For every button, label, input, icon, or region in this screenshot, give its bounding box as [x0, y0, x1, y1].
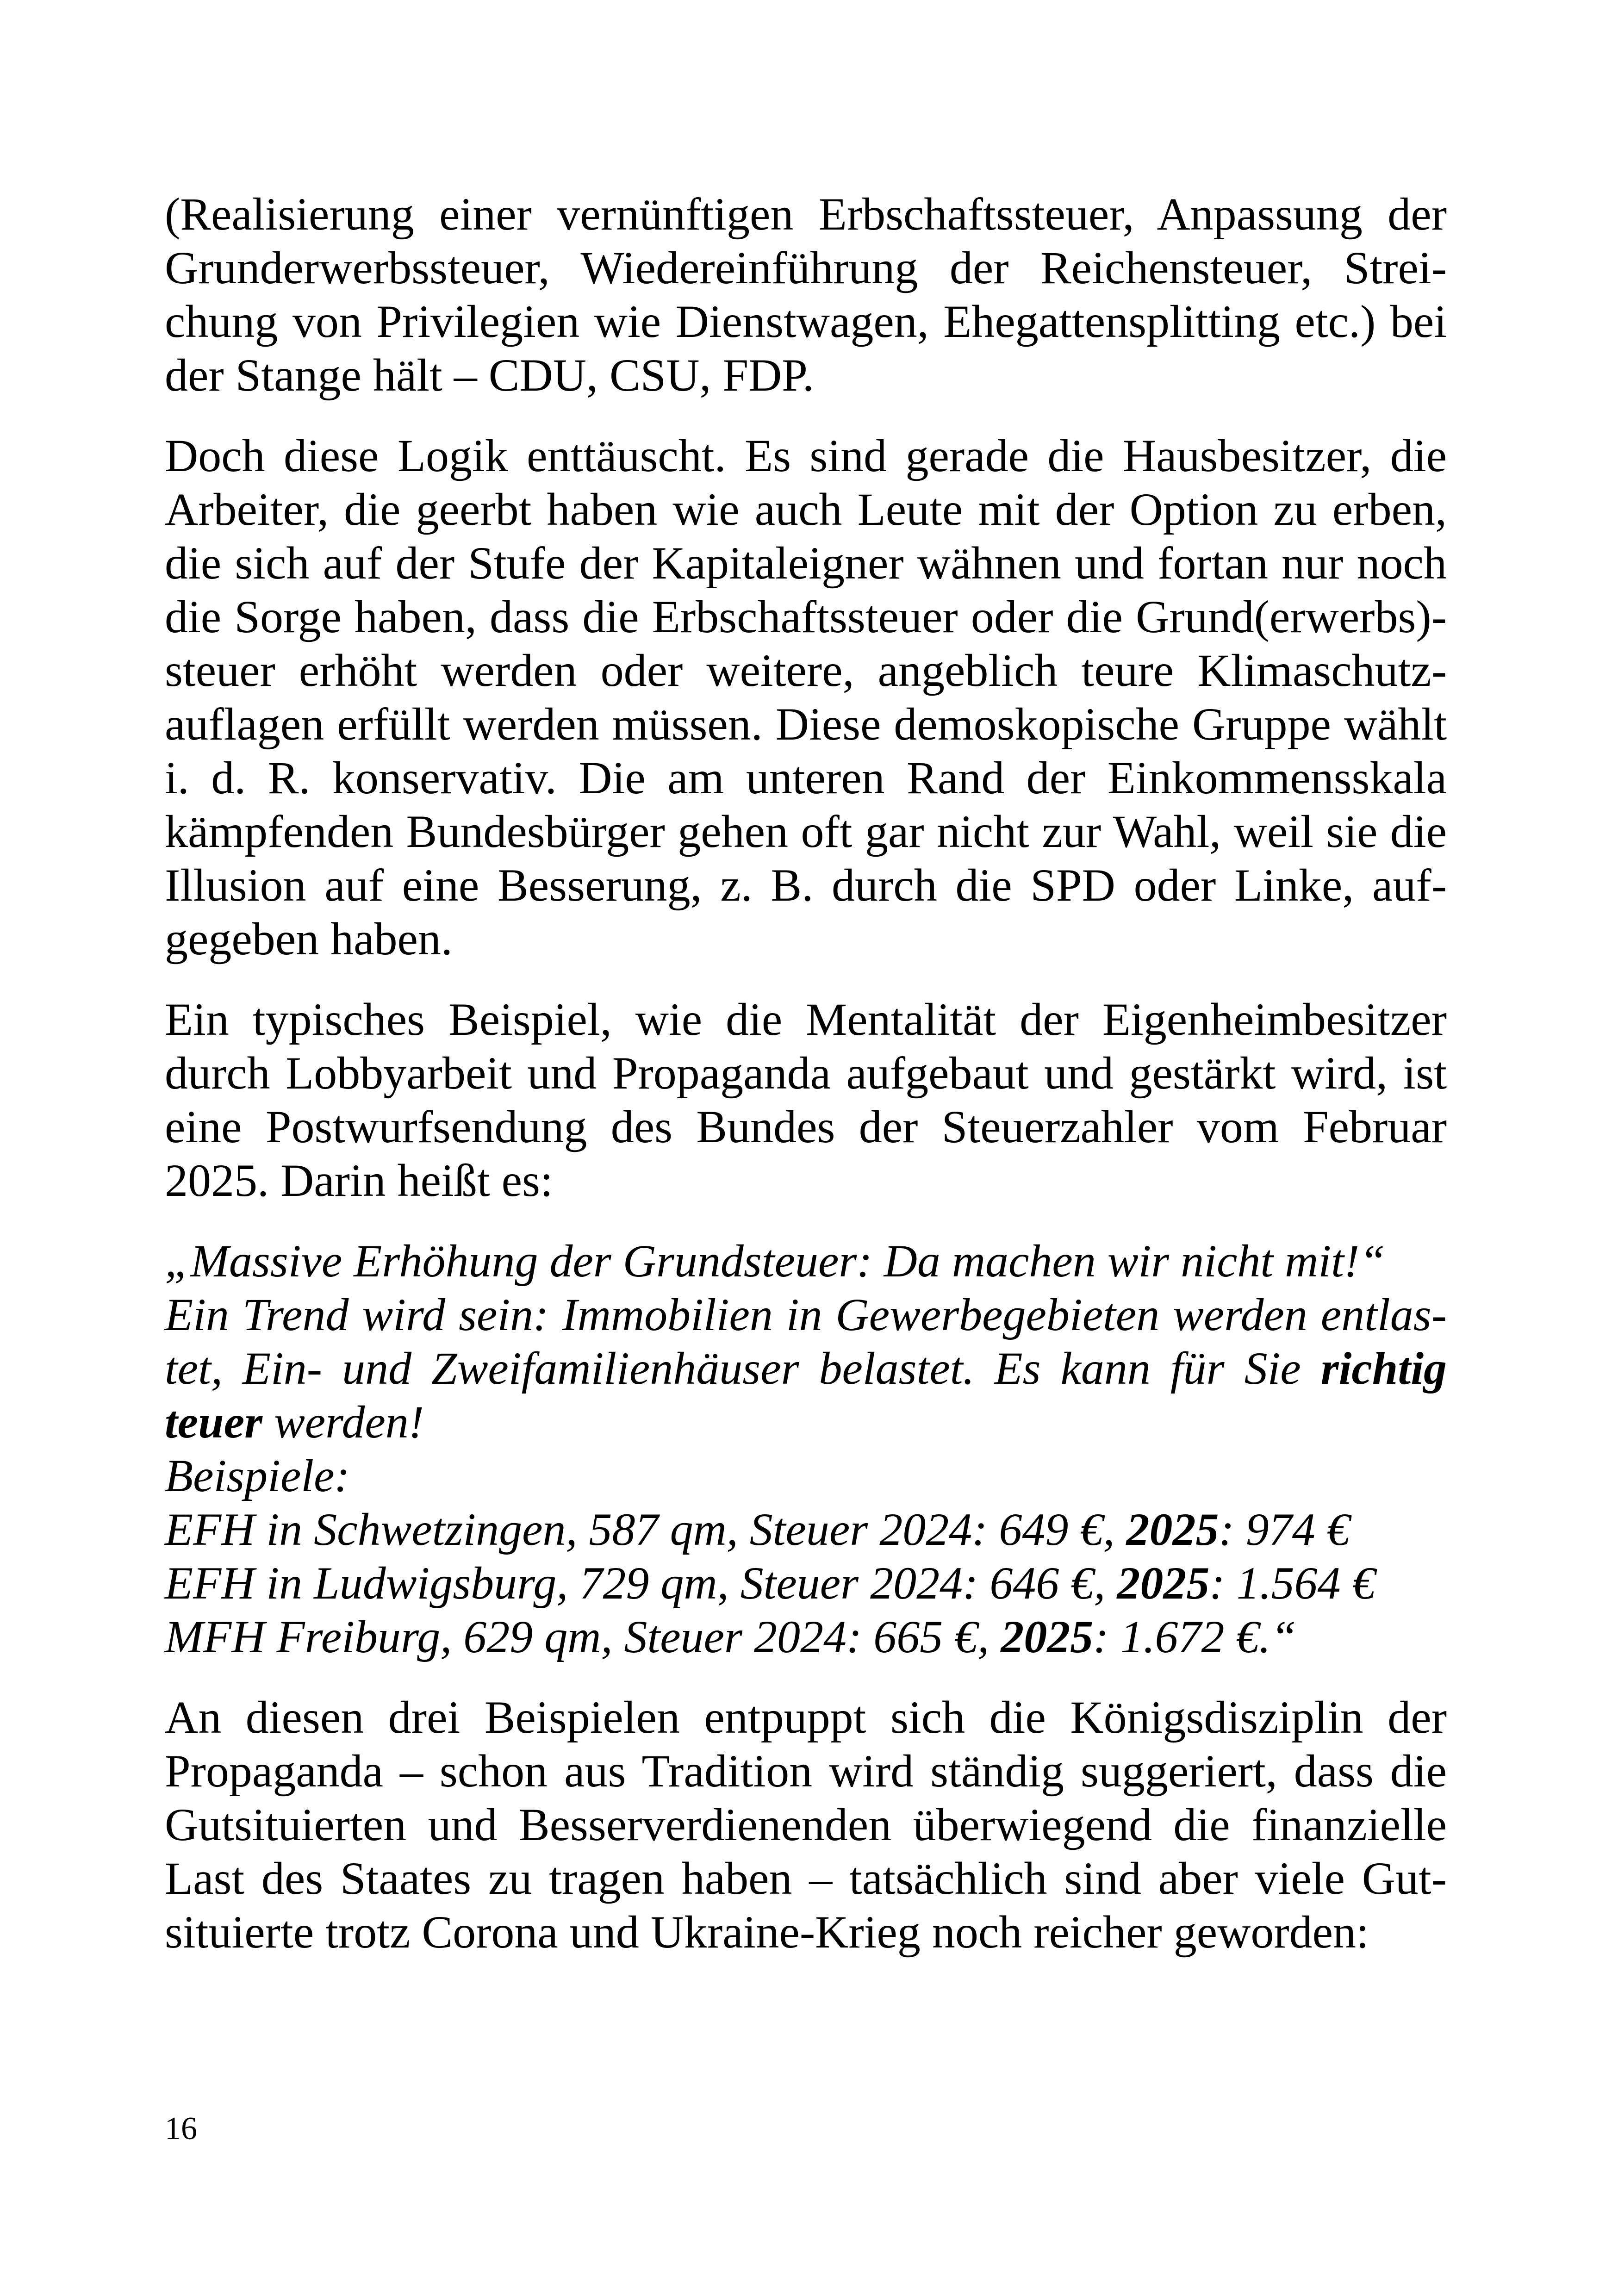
- text-line: Arbeiter, die geerbt haben wie auch Leute mit der Option zu erben,: [165, 484, 1447, 535]
- example-value: : 974 €: [1219, 1504, 1350, 1555]
- example-year: 2025: [1117, 1557, 1210, 1609]
- text-line: An diesen drei Beispielen entpuppt sich die Königsdisziplin der: [165, 1692, 1447, 1743]
- page-body: [165, 187, 1447, 1986]
- example-line: [165, 1556, 1447, 1610]
- examples-label: Beispiele:: [165, 1450, 350, 1501]
- text-line: situierte trotz Corona und Ukraine-Krieg noch reicher geworden:: [165, 1906, 1369, 1958]
- quote-emphasis: richtig: [1320, 1343, 1447, 1394]
- example-text: MFH Freiburg, 629 qm, Steuer 2024: 665 €,: [165, 1611, 1001, 1662]
- quote-text: werden!: [262, 1396, 424, 1448]
- example-line: [165, 1503, 1447, 1556]
- quote-emphasis: teuer: [165, 1396, 263, 1448]
- text-line: Gutsituierten und Besserverdienenden überwiegend die finanzielle: [165, 1799, 1447, 1850]
- text-line: 2025. Darin heißt es:: [165, 1155, 553, 1206]
- quoted-mailing: [165, 1234, 1447, 1664]
- quote-trend-line: [165, 1342, 1447, 1395]
- paragraph-3: [165, 993, 1447, 1207]
- text-line: eine Postwurfsendung des Bundes der Steuerzahler vom Februar: [165, 1101, 1447, 1152]
- text-line: auflagen erfüllt werden müssen. Diese demoskopische Gruppe wählt: [165, 698, 1447, 750]
- text-line: der Stange hält – CDU, CSU, FDP.: [165, 349, 814, 401]
- example-value: : 1.564 €: [1209, 1557, 1375, 1609]
- text-line: steuer erhöht werden oder weitere, angeblich teure Klimaschutz-: [165, 645, 1447, 696]
- text-line: Doch diese Logik enttäuscht. Es sind gerade die Hausbesitzer, die: [165, 430, 1447, 481]
- example-text: EFH in Ludwigsburg, 729 qm, Steuer 2024: 646 €,: [165, 1557, 1117, 1609]
- text-line: durch Lobbyarbeit und Propaganda aufgebaut und gestärkt wird, ist: [165, 1047, 1447, 1099]
- text-line: i. d. R. konservativ. Die am unteren Rand der Einkommensskala: [165, 752, 1447, 803]
- paragraph-1: [165, 187, 1447, 402]
- text-line: (Realisierung einer vernünftigen Erbschaftssteuer, Anpassung der: [165, 188, 1447, 240]
- paragraph-closing: [165, 1691, 1447, 1959]
- example-year: 2025: [1126, 1504, 1219, 1555]
- paragraph-2: [165, 429, 1447, 966]
- example-value: : 1.672 €.“: [1093, 1611, 1297, 1662]
- text-line: kämpfenden Bundesbürger gehen oft gar nicht zur Wahl, weil sie die: [165, 806, 1447, 857]
- text-line: Illusion auf eine Besserung, z. B. durch die SPD oder Linke, auf-: [165, 859, 1447, 911]
- text-line: Ein typisches Beispiel, wie die Mentalität der Eigenheimbesitzer: [165, 994, 1447, 1045]
- quote-trend-line: [165, 1395, 1447, 1449]
- text-line: Grunderwerbssteuer, Wiedereinführung der Reichensteuer, Strei-: [165, 242, 1447, 293]
- quote-trend-line: Ein Trend wird sein: Immobilien in Gewerbegebieten werden entlas-: [165, 1289, 1447, 1340]
- example-year: 2025: [1001, 1611, 1094, 1662]
- text-line: gegeben haben.: [165, 913, 453, 964]
- text-line: Propaganda – schon aus Tradition wird ständig suggeriert, dass die: [165, 1745, 1447, 1797]
- quote-text: tet, Ein- und Zweifamilienhäuser belastet. Es kann für Sie: [165, 1343, 1321, 1394]
- text-line: Last des Staates zu tragen haben – tatsächlich sind aber viele Gut-: [165, 1853, 1447, 1904]
- quote-headline: „Massive Erhöhung der Grundsteuer: Da machen wir nicht mit!“: [165, 1235, 1385, 1287]
- text-line: die Sorge haben, dass die Erbschaftssteuer oder die Grund(erwerbs)-: [165, 591, 1447, 642]
- example-text: EFH in Schwetzingen, 587 qm, Steuer 2024: 649 €,: [165, 1504, 1126, 1555]
- page-number: 16: [165, 2111, 197, 2147]
- text-line: chung von Privilegien wie Dienstwagen, Ehegattensplitting etc.) bei: [165, 296, 1447, 347]
- example-line: [165, 1610, 1447, 1664]
- text-line: die sich auf der Stufe der Kapitaleigner wähnen und fortan nur noch: [165, 537, 1447, 589]
